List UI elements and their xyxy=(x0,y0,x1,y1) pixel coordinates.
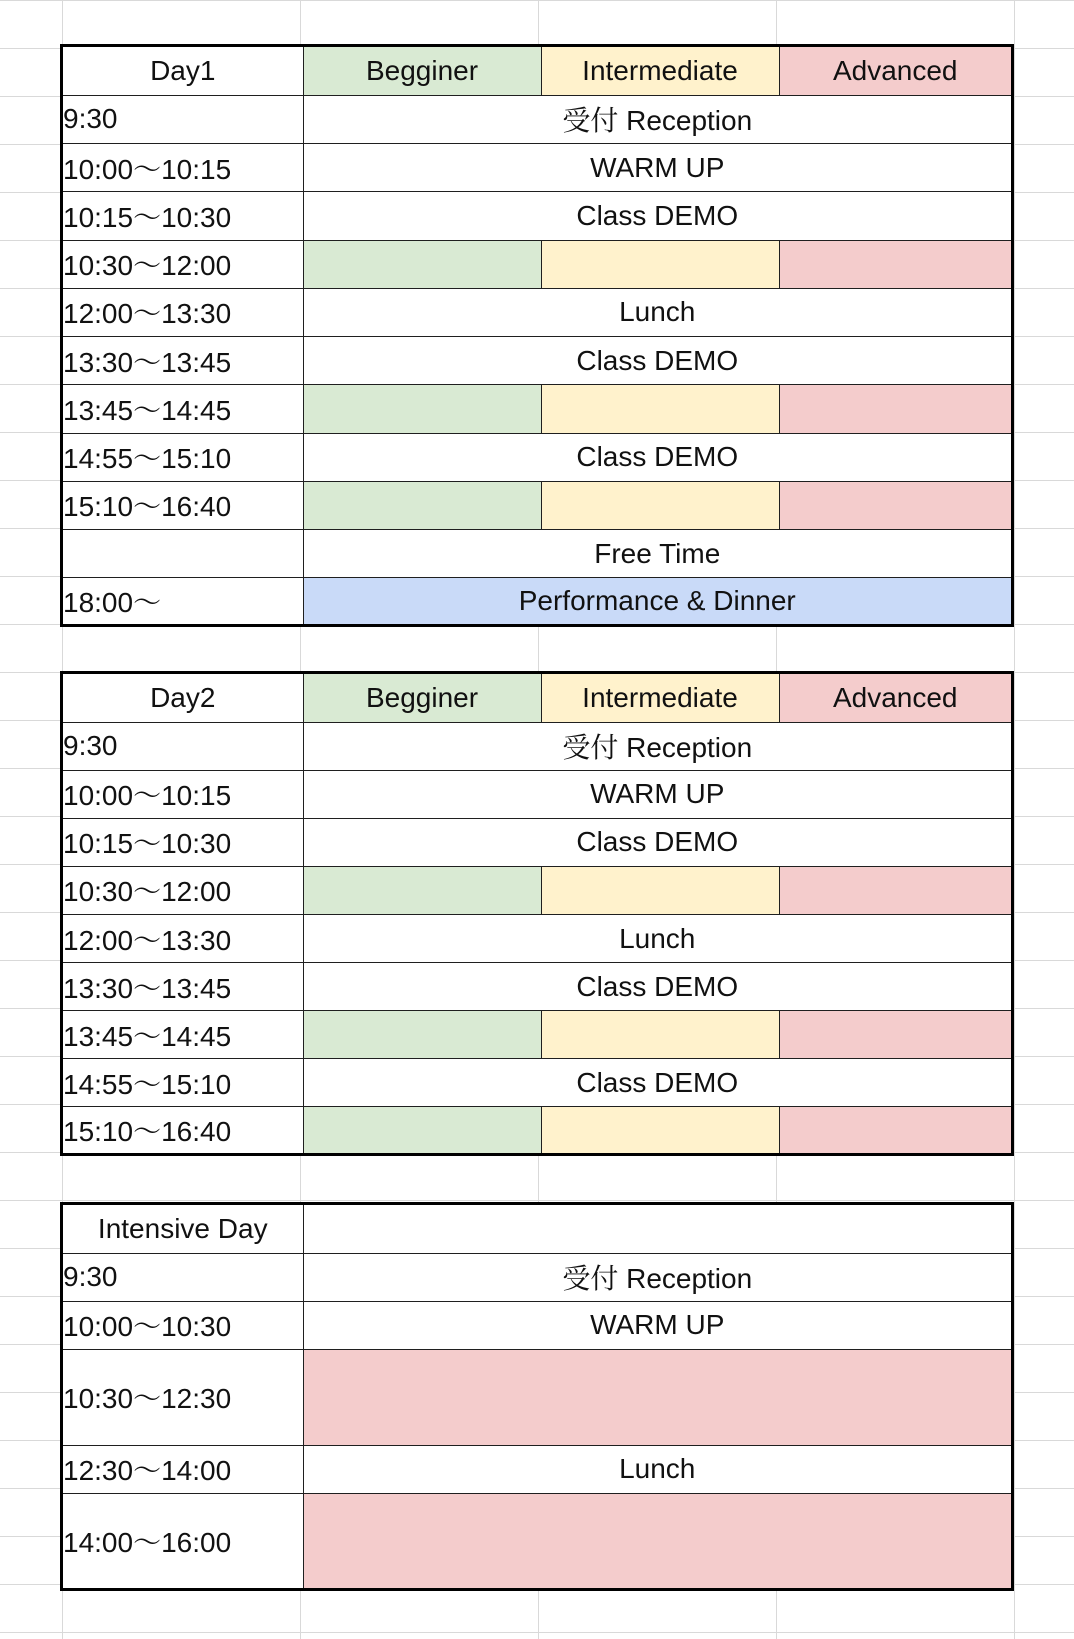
day2-intermediate-header[interactable]: Intermediate xyxy=(541,674,779,722)
day1-time-cell[interactable]: 18:00〜 xyxy=(63,578,303,624)
day2-time-cell[interactable]: 12:00〜13:30 xyxy=(63,914,303,962)
day2-advanced-class-cell[interactable] xyxy=(779,866,1011,914)
intensive-time-cell[interactable]: 10:00〜10:30 xyxy=(63,1301,303,1349)
day1-time-cell[interactable]: 9:30 xyxy=(63,95,303,143)
day1-class-demo-cell[interactable]: Class DEMO xyxy=(303,433,1011,481)
day1-class-demo-cell[interactable]: Class DEMO xyxy=(303,337,1011,385)
day1-reception-cell[interactable]: 受付 Reception xyxy=(303,95,1011,143)
intensive-advanced-class-cell[interactable] xyxy=(303,1493,1011,1588)
day2-advanced-header[interactable]: Advanced xyxy=(779,674,1011,722)
day1-beginner-header[interactable]: Begginer xyxy=(303,47,541,95)
day1-advanced-class-cell[interactable] xyxy=(779,481,1011,529)
day2-time-cell[interactable]: 15:10〜16:40 xyxy=(63,1107,303,1153)
day2-class-demo-cell[interactable]: Class DEMO xyxy=(303,1059,1011,1107)
intensive-time-cell[interactable]: 10:30〜12:30 xyxy=(63,1349,303,1445)
day2-title-cell[interactable]: Day2 xyxy=(63,674,303,722)
day1-advanced-class-cell[interactable] xyxy=(779,385,1011,433)
day1-advanced-header[interactable]: Advanced xyxy=(779,47,1011,95)
day1-title-cell[interactable]: Day1 xyxy=(63,47,303,95)
day1-intermediate-header[interactable]: Intermediate xyxy=(541,47,779,95)
day1-time-cell[interactable] xyxy=(63,530,303,578)
intensive-advanced-class-cell[interactable] xyxy=(303,1349,1011,1445)
day2-time-cell[interactable]: 14:55〜15:10 xyxy=(63,1059,303,1107)
day2-intermediate-class-cell[interactable] xyxy=(541,866,779,914)
day2-time-cell[interactable]: 10:00〜10:15 xyxy=(63,770,303,818)
day1-free-time-cell[interactable]: Free Time xyxy=(303,530,1011,578)
day1-time-cell[interactable]: 10:30〜12:00 xyxy=(63,240,303,288)
day1-lunch-cell[interactable]: Lunch xyxy=(303,288,1011,336)
intensive-time-cell[interactable]: 9:30 xyxy=(63,1253,303,1301)
day1-schedule-table xyxy=(60,44,1014,627)
day2-reception-cell[interactable]: 受付 Reception xyxy=(303,722,1011,770)
day2-time-cell[interactable]: 10:15〜10:30 xyxy=(63,818,303,866)
day2-time-cell[interactable]: 13:30〜13:45 xyxy=(63,963,303,1011)
day2-time-cell[interactable]: 9:30 xyxy=(63,722,303,770)
day2-beginner-class-cell[interactable] xyxy=(303,1107,541,1153)
day1-class-demo-cell[interactable]: Class DEMO xyxy=(303,192,1011,240)
day1-beginner-class-cell[interactable] xyxy=(303,385,541,433)
day1-intermediate-class-cell[interactable] xyxy=(541,240,779,288)
day1-beginner-class-cell[interactable] xyxy=(303,240,541,288)
intensive-title-cell[interactable]: Intensive Day xyxy=(63,1205,303,1253)
day1-time-cell[interactable]: 12:00〜13:30 xyxy=(63,288,303,336)
day2-time-cell[interactable]: 10:30〜12:00 xyxy=(63,866,303,914)
day1-time-cell[interactable]: 13:45〜14:45 xyxy=(63,385,303,433)
day1-time-cell[interactable]: 13:30〜13:45 xyxy=(63,337,303,385)
day1-time-cell[interactable]: 10:00〜10:15 xyxy=(63,144,303,192)
day2-warmup-cell[interactable]: WARM UP xyxy=(303,770,1011,818)
day2-intermediate-class-cell[interactable] xyxy=(541,1107,779,1153)
day1-advanced-class-cell[interactable] xyxy=(779,240,1011,288)
day1-time-cell[interactable]: 15:10〜16:40 xyxy=(63,481,303,529)
day2-schedule-table xyxy=(60,671,1014,1156)
intensive-lunch-cell[interactable]: Lunch xyxy=(303,1445,1011,1493)
day2-beginner-class-cell[interactable] xyxy=(303,1011,541,1059)
day2-advanced-class-cell[interactable] xyxy=(779,1011,1011,1059)
intensive-day-schedule-table xyxy=(60,1202,1014,1591)
intensive-time-cell[interactable]: 12:30〜14:00 xyxy=(63,1445,303,1493)
day1-performance-dinner-cell[interactable]: Performance & Dinner xyxy=(303,578,1011,624)
intensive-reception-cell[interactable]: 受付 Reception xyxy=(303,1253,1011,1301)
day2-beginner-class-cell[interactable] xyxy=(303,866,541,914)
day2-intermediate-class-cell[interactable] xyxy=(541,1011,779,1059)
day1-warmup-cell[interactable]: WARM UP xyxy=(303,144,1011,192)
day1-time-cell[interactable]: 14:55〜15:10 xyxy=(63,433,303,481)
day2-time-cell[interactable]: 13:45〜14:45 xyxy=(63,1011,303,1059)
intensive-warmup-cell[interactable]: WARM UP xyxy=(303,1301,1011,1349)
day2-beginner-header[interactable]: Begginer xyxy=(303,674,541,722)
day1-intermediate-class-cell[interactable] xyxy=(541,385,779,433)
day2-class-demo-cell[interactable]: Class DEMO xyxy=(303,963,1011,1011)
day1-intermediate-class-cell[interactable] xyxy=(541,481,779,529)
day2-lunch-cell[interactable]: Lunch xyxy=(303,914,1011,962)
intensive-header-empty-cell[interactable] xyxy=(303,1205,1011,1253)
day2-advanced-class-cell[interactable] xyxy=(779,1107,1011,1153)
intensive-time-cell[interactable]: 14:00〜16:00 xyxy=(63,1493,303,1588)
day1-beginner-class-cell[interactable] xyxy=(303,481,541,529)
day2-class-demo-cell[interactable]: Class DEMO xyxy=(303,818,1011,866)
day1-time-cell[interactable]: 10:15〜10:30 xyxy=(63,192,303,240)
